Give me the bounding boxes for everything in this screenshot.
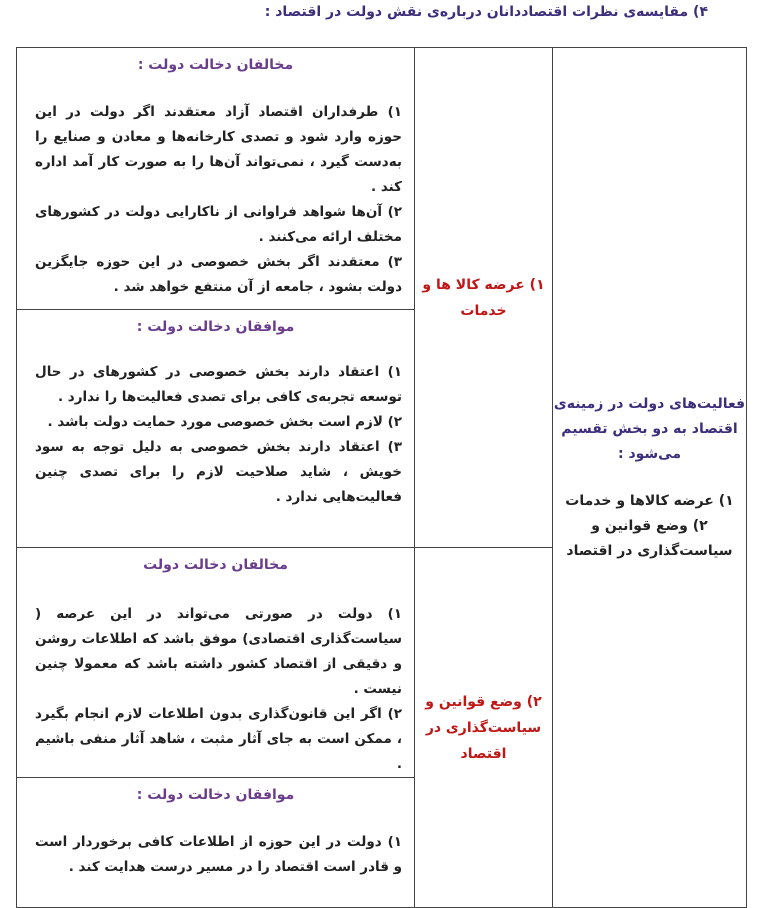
opinion-cell	[17, 48, 415, 310]
opinion-list	[17, 830, 414, 880]
list-item: ۱) طرفداران اقتصاد آزاد معتقدند اگر دولت در این حوزه وارد شود و تصدی کارخانه‌ها و معادن و صنایع را به‌دست گیرد ، نمی‌تواند آن‌ها را به صورت کار آمد اداره کند .	[35, 104, 402, 195]
list-item: ۱) دولت در صورتی می‌تواند در این عرصه ( سیاست‌گذاری اقتصادی) موفق باشد که اطلاعات روشن و دقیقی از اقتصاد کشور داشته باشد که معمولا چنین نیست .	[35, 606, 402, 697]
list-item: ۱) عرضه کالاها و خدمات	[565, 492, 734, 509]
activities-cell	[553, 48, 747, 908]
list-item: ۱) اعتقاد دارند بخش خصوصی در کشورهای در حال توسعه تجربه‌ی کافی برای تصدی فعالیت‌ها را ندارد .	[35, 364, 402, 405]
opinion-heading: مخالفان دخالت دولت :	[137, 57, 294, 73]
list-item: ۲) اگر این قانون‌گذاری بدون اطلاعات لازم انجام بگیرد ، ممکن است به جای آثار مثبت ، شاهد آثار منفی باشیم .	[35, 706, 402, 772]
list-item: ۲) لازم است بخش خصوصی مورد حمایت دولت باشد .	[47, 414, 402, 430]
opinion-cell	[17, 548, 415, 778]
opinion-list	[17, 360, 414, 510]
list-item: ۱) دولت در این حوزه از اطلاعات کافی برخوردار است و قادر است اقتصاد را در مسیر درست هدایت کند .	[35, 834, 402, 875]
category-cell	[415, 548, 553, 908]
category-label: ۱) عرضه کالا ها و خدمات	[422, 276, 545, 319]
opinion-heading: موافقان دخالت دولت :	[136, 787, 295, 803]
activities-intro: فعالیت‌های دولت در زمینه‌ی اقتصاد به دو بخش تقسیم می‌شود :	[553, 395, 746, 462]
comparison-table	[16, 47, 747, 908]
list-item: ۲) وضع قوانین و سیاست‌گذاری در اقتصاد	[566, 517, 733, 559]
opinion-heading: موافقان دخالت دولت :	[136, 319, 295, 335]
opinion-list	[17, 602, 414, 777]
opinion-cell	[17, 778, 415, 908]
activities-list	[553, 489, 746, 564]
category-label: ۲) وضع قوانین و سیاست‌گذاری در اقتصاد	[425, 693, 542, 762]
table-row	[17, 48, 747, 310]
opinion-list	[17, 100, 414, 300]
category-cell	[415, 48, 553, 548]
list-item: ۲) آن‌ها شواهد فراوانی از ناکارایی دولت در کشورهای مختلف ارائه می‌کنند .	[35, 204, 402, 245]
opinion-cell	[17, 310, 415, 548]
list-item: ۳) اعتقاد دارند بخش خصوصی به دلیل توجه به سود خویش ، شاید صلاحیت لازم را برای تصدی چنین فعالیت‌هایی ندارد .	[35, 439, 402, 505]
list-item: ۳) معتقدند اگر بخش خصوصی در این حوزه جایگزین دولت بشود ، جامعه از آن منتفع خواهد شد .	[35, 254, 402, 295]
page-title: ۴) مقایسه‌ی نظرات اقتصاددانان درباره‌ی نقش دولت در اقتصاد :	[264, 4, 708, 20]
opinion-heading: مخالفان دخالت دولت	[143, 557, 288, 573]
